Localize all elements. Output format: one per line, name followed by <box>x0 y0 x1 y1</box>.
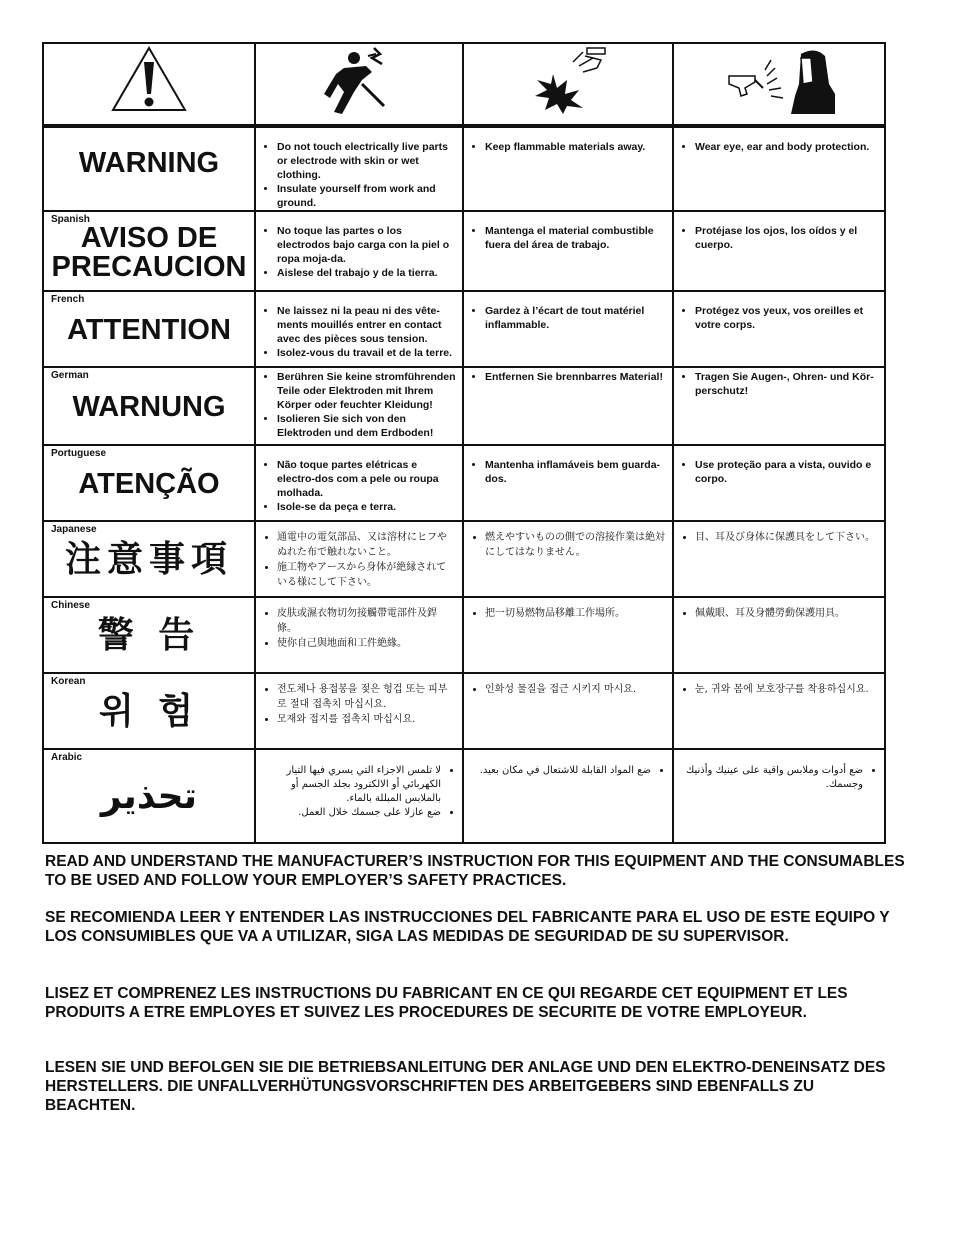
protection-item: • Protéjase los ojos, los oídos y el cuerpo. <box>695 224 878 252</box>
warning-title: 위 험 <box>98 691 200 732</box>
language-name: Korean <box>51 676 86 687</box>
icon-cell-shock <box>255 43 463 125</box>
warning-title: 注意事項 <box>64 539 233 580</box>
protection-cell <box>673 211 885 291</box>
protection-cell <box>673 367 885 445</box>
shock-item: • ضع عازلا على جسمك خلال العمل. <box>262 806 441 820</box>
protection-item: • Wear eye, ear and body protection. <box>695 140 878 154</box>
shock-item: • Berühren Sie keine stromführenden Teile oder Elektroden mit Ihrem Körper oder feuchter Kleidung! <box>277 370 456 412</box>
protection-cell <box>673 291 885 367</box>
row-korean <box>43 673 885 749</box>
warning-title: ATTENTION <box>67 313 231 346</box>
row-portuguese <box>43 445 885 521</box>
icon-cell-warning <box>43 43 255 125</box>
fire-cell <box>463 521 673 597</box>
title-cell <box>43 211 255 291</box>
fire-explosion-icon <box>523 44 613 116</box>
warning-triangle-icon <box>109 44 189 114</box>
shock-cell <box>255 211 463 291</box>
fire-item: • 인화성 물질을 접근 시키지 마시요. <box>485 682 666 697</box>
shock-item: • 施工物やアースから身体が絶縁されている様にして下さい。 <box>277 560 456 590</box>
protection-item: • 目、耳及び身体に保護具をして下さい。 <box>695 530 878 545</box>
protection-cell <box>673 673 885 749</box>
language-name: German <box>51 370 89 381</box>
shock-cell <box>255 445 463 521</box>
shock-item: • Não toque partes elétricas e electro-dos com a pele ou roupa molhada. <box>277 458 456 500</box>
title-cell <box>43 749 255 843</box>
icon-cell-fire <box>463 43 673 125</box>
protection-cell <box>673 127 885 211</box>
fire-item: • 燃えやすいものの側での溶接作業は絶対にしてはなりません。 <box>485 530 666 560</box>
shock-item: • Isolez-vous du travail et de la terre. <box>277 346 456 360</box>
title-cell <box>43 597 255 673</box>
title-cell <box>43 673 255 749</box>
language-name: French <box>51 294 85 305</box>
protection-item: • 佩戴眼、耳及身體勞動保護用具。 <box>695 606 878 621</box>
fire-item: • Gardez à l’écart de tout matériel inflammable. <box>485 304 666 332</box>
shock-item: • Do not touch electrically live parts or electrode with skin or wet clothing. <box>277 140 456 182</box>
shock-item: • 使你自己與地面和工件絶緣。 <box>277 636 456 651</box>
warning-table <box>42 42 886 844</box>
title-cell <box>43 367 255 445</box>
warning-title: WARNING <box>78 146 220 179</box>
language-name: Japanese <box>51 524 97 535</box>
row-chinese <box>43 597 885 673</box>
warning-title: تحذير <box>100 776 198 817</box>
warning-title: AVISO DE PRECAUCION <box>51 222 247 283</box>
shock-item: • 전도체나 용접봉을 젖은 헝겁 또는 피부로 절대 접촉치 마십시요. <box>277 682 456 712</box>
protection-cell <box>673 749 885 843</box>
protection-item: • 눈, 귀와 몸에 보호장구를 착용하십시요. <box>695 682 878 697</box>
title-cell <box>43 445 255 521</box>
warning-title: ATENÇÃO <box>78 467 220 500</box>
fire-cell <box>463 367 673 445</box>
row-german <box>43 367 885 445</box>
shock-cell <box>255 291 463 367</box>
shock-cell <box>255 367 463 445</box>
fire-cell <box>463 673 673 749</box>
shock-cell <box>255 673 463 749</box>
shock-item: • 모재와 접지를 접촉치 마십시요. <box>277 712 456 727</box>
electric-shock-icon <box>314 44 404 116</box>
shock-item: • لا تلمس الاجزاء التي يسري فيها التيار الكهربائي أو الالكترود بجلد الجسم أو بالملابس المبللة بالماء. <box>262 764 441 806</box>
fire-cell <box>463 749 673 843</box>
shock-item: • Isolieren Sie sich von den Elektroden und dem Erdboden! <box>277 412 456 440</box>
warning-title: WARNUNG <box>72 390 226 423</box>
icon-cell-eye <box>673 43 885 125</box>
shock-item: • 通電中の電気部品、又は溶材にヒフやぬれた布で触れないこと。 <box>277 530 456 560</box>
shock-item: • Ne laissez ni la peau ni des vête-ments mouillés entrer en contact avec des pièces sous tension. <box>277 304 456 346</box>
shock-cell <box>255 127 463 211</box>
fire-cell <box>463 597 673 673</box>
row-spanish <box>43 211 885 291</box>
title-cell <box>43 127 255 211</box>
shock-item: • No toque las partes o los electrodos bajo carga con la piel o ropa moja-da. <box>277 224 456 266</box>
protection-cell <box>673 521 885 597</box>
fire-cell <box>463 127 673 211</box>
shock-cell <box>255 521 463 597</box>
row-japanese <box>43 521 885 597</box>
footer-french: LISEZ ET COMPRENEZ LES INSTRUCTIONS DU FABRICANT EN CE QUI REGARDE CET EQUIPMENT ET LES PRODUITS A ETRE EMPLOYES ET SUIVEZ LES PROCEDURES DE SECURITE DE VOTRE EMPLOYEUR. <box>45 985 848 1021</box>
fire-item: • 把一切易燃物品移離工作場所。 <box>485 606 666 621</box>
language-name: Portuguese <box>51 448 107 459</box>
shock-item: • 皮肤或濕衣物切勿接觸帶電部件及銲條。 <box>277 606 456 636</box>
row-french <box>43 291 885 367</box>
eye-protection-icon <box>719 44 839 116</box>
warning-title: 警 告 <box>97 615 201 656</box>
shock-cell <box>255 749 463 843</box>
fire-item: • Mantenga el material combustible fuera del área de trabajo. <box>485 224 666 252</box>
fire-cell <box>463 211 673 291</box>
protection-cell <box>673 597 885 673</box>
fire-item: • Mantenha inflamáveis bem guarda-dos. <box>485 458 666 486</box>
footer-german: LESEN SIE UND BEFOLGEN SIE DIE BETRIEBSANLEITUNG DER ANLAGE UND DEN ELEKTRO-DENEINSATZ DES HERSTELLERS. DIE UNFALLVERHÜTUNGSVORSCHRIFTEN DES ARBEITGEBERS SIND EBENFALLS ZU BEACHTEN. <box>45 1059 886 1114</box>
row-arabic <box>43 749 885 843</box>
icon-row <box>43 43 885 125</box>
protection-item: • Use proteção para a vista, ouvido e corpo. <box>695 458 878 486</box>
shock-cell <box>255 597 463 673</box>
language-name: Spanish <box>51 214 90 225</box>
shock-item: • Aislese del trabajo y de la tierra. <box>277 266 456 280</box>
title-cell <box>43 521 255 597</box>
protection-cell <box>673 445 885 521</box>
title-cell <box>43 291 255 367</box>
fire-item: • ضع المواد القابلة للاشتعال في مكان بعيد. <box>470 764 651 778</box>
language-name: Arabic <box>51 752 83 763</box>
fire-item: • Keep flammable materials away. <box>485 140 666 154</box>
protection-item: • ضع أدوات وملابس واقية على عينيك وأذنيك وجسمك. <box>680 764 863 792</box>
shock-item: • Isole-se da peça e terra. <box>277 500 456 514</box>
footer-english: READ AND UNDERSTAND THE MANUFACTURER’S INSTRUCTION FOR THIS EQUIPMENT AND THE CONSUMABLES TO BE USED AND FOLLOW YOUR EMPLOYER’S SAFETY PRACTICES. <box>45 853 905 889</box>
fire-item: • Entfernen Sie brennbarres Material! <box>485 370 666 384</box>
shock-item: • Insulate yourself from work and ground. <box>277 182 456 210</box>
fire-cell <box>463 445 673 521</box>
fire-cell <box>463 291 673 367</box>
footer-spanish: SE RECOMIENDA LEER Y ENTENDER LAS INSTRUCCIONES DEL FABRICANTE PARA EL USO DE ESTE EQUIPO Y LOS CONSUMIBLES QUE VA A UTILIZAR, SIGA LAS MEDIDAS DE SEGURIDAD DE SU SUPERVISOR. <box>45 909 890 945</box>
protection-item: • Protégez vos yeux, vos oreilles et votre corps. <box>695 304 878 332</box>
protection-item: • Tragen Sie Augen-, Ohren- und Kör-perschutz! <box>695 370 878 398</box>
language-name: Chinese <box>51 600 90 611</box>
row-english <box>43 127 885 211</box>
